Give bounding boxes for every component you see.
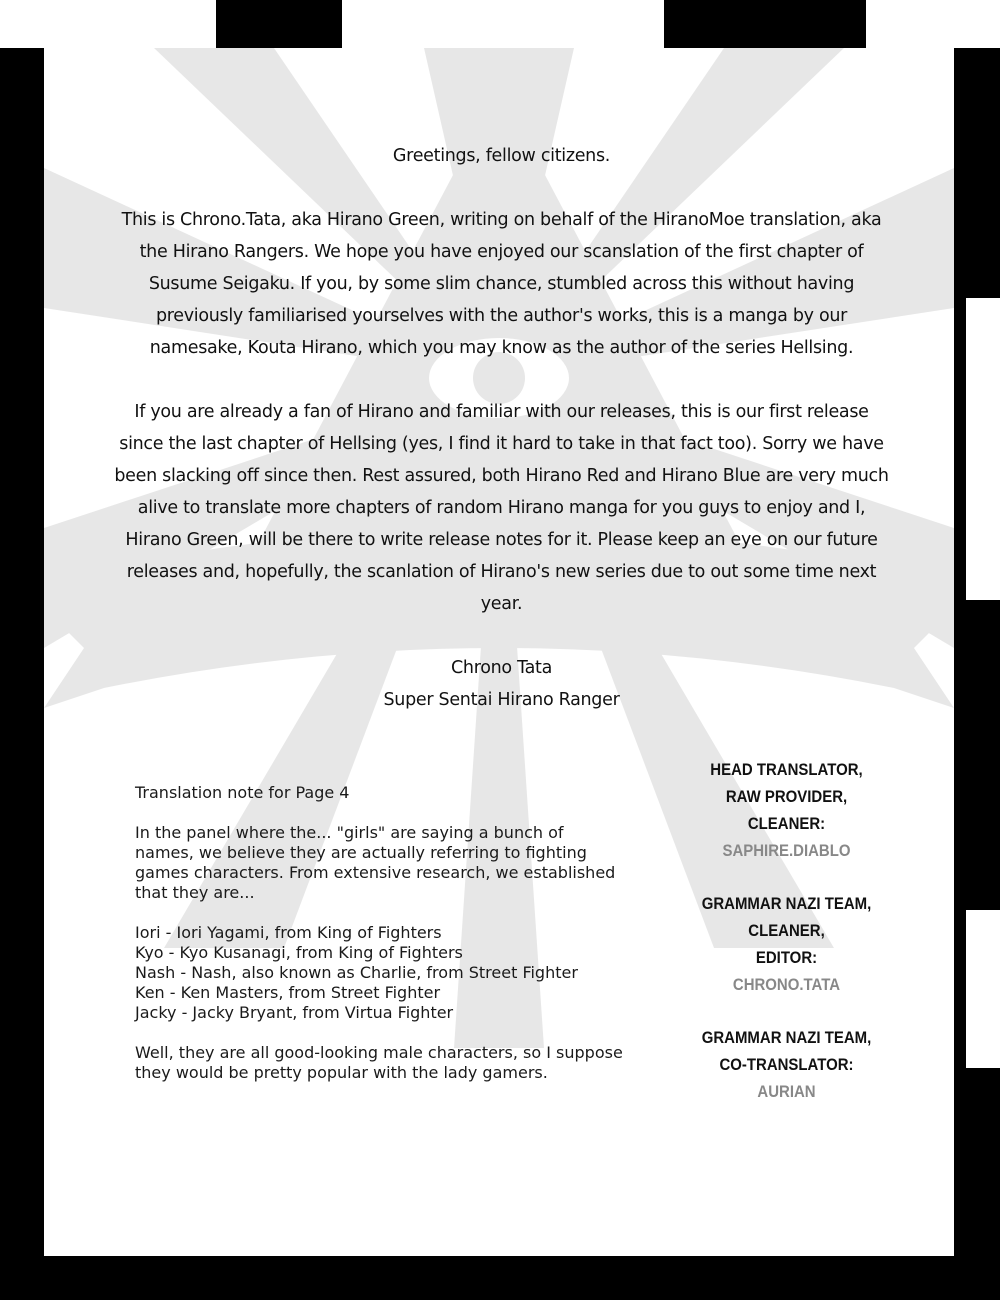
note-closing: Well, they are all good-looking male characters, so I suppose they would be pretty popular with the lady gamers. bbox=[135, 1043, 623, 1082]
border-tab-right-upper bbox=[966, 298, 1000, 600]
note-intro: In the panel where the... "girls" are saying a bunch of names, we believe they are actually referring to fighting games characters. From extensive research, we established that they are... bbox=[135, 823, 616, 902]
character-list bbox=[135, 923, 625, 1023]
list-item: Ken - Ken Masters, from Street Fighter bbox=[135, 983, 441, 1002]
credit-role: CLEANER, bbox=[748, 921, 825, 940]
letter-paragraph: If you are already a fan of Hirano and familiar with our releases, this is our first release since the last chapter of Hellsing (yes, I find it hard to take in that fact too). Sorry we have been slacking off since then. Rest assured, both Hirano Red and Hirano Blue are very much alive to translate more chapters of random Hirano manga for you guys to enjoy and I, Hirano Green, will be there to write release notes for it. Please keep an eye on our future releases and, hopefully, the scanlation of Hirano's new series due to out some time next year. bbox=[114, 402, 889, 614]
translation-note bbox=[135, 783, 625, 1103]
list-item: Jacky - Jacky Bryant, from Virtua Fighter bbox=[135, 1003, 454, 1022]
border-tab-top-left bbox=[0, 0, 216, 48]
credit-block bbox=[696, 1024, 876, 1105]
border-tab-top-right bbox=[866, 0, 1000, 48]
letter-greeting: Greetings, fellow citizens. bbox=[392, 146, 611, 166]
credit-block bbox=[696, 756, 876, 864]
credit-block bbox=[696, 890, 876, 998]
list-item: Iori - Iori Yagami, from King of Fighters bbox=[135, 923, 442, 942]
credit-role: EDITOR: bbox=[755, 948, 818, 967]
credit-role: GRAMMAR NAZI TEAM, bbox=[701, 1028, 872, 1047]
border-tab-right-lower bbox=[966, 910, 1000, 1068]
credit-role: GRAMMAR NAZI TEAM, bbox=[701, 894, 872, 913]
credit-role: CO-TRANSLATOR: bbox=[719, 1055, 854, 1074]
credit-role: HEAD TRANSLATOR, bbox=[710, 760, 863, 779]
credit-name: SAPHIRE.DIABLO bbox=[722, 841, 851, 860]
credit-name: CHRONO.TATA bbox=[732, 975, 841, 994]
staff-credits bbox=[696, 756, 876, 1131]
signature-title: Super Sentai Hirano Ranger bbox=[383, 690, 620, 710]
list-item: Kyo - Kyo Kusanagi, from King of Fighters bbox=[135, 943, 463, 962]
release-letter bbox=[114, 140, 889, 716]
credit-role: CLEANER: bbox=[747, 814, 826, 833]
letter-paragraph: This is Chrono.Tata, aka Hirano Green, writing on behalf of the HiranoMoe translation, aka the Hirano Rangers. We hope you have enjoyed our scanslation of the first chapter of Susume Seigaku. If you, by some slim chance, stumbled across this without having previously familiarised yourselves with the author's works, this is a manga by our namesake, Kouta Hirano, which you may know as the author of the series Hellsing. bbox=[121, 210, 882, 358]
credit-name: AURIAN bbox=[757, 1082, 816, 1101]
release-notes-page bbox=[44, 48, 954, 1256]
note-title: Translation note for Page 4 bbox=[135, 783, 350, 802]
credit-role: RAW PROVIDER, bbox=[725, 787, 848, 806]
signature-name: Chrono Tata bbox=[451, 658, 552, 678]
list-item: Nash - Nash, also known as Charlie, from Street Fighter bbox=[135, 963, 578, 982]
border-tab-top-center bbox=[342, 0, 664, 48]
